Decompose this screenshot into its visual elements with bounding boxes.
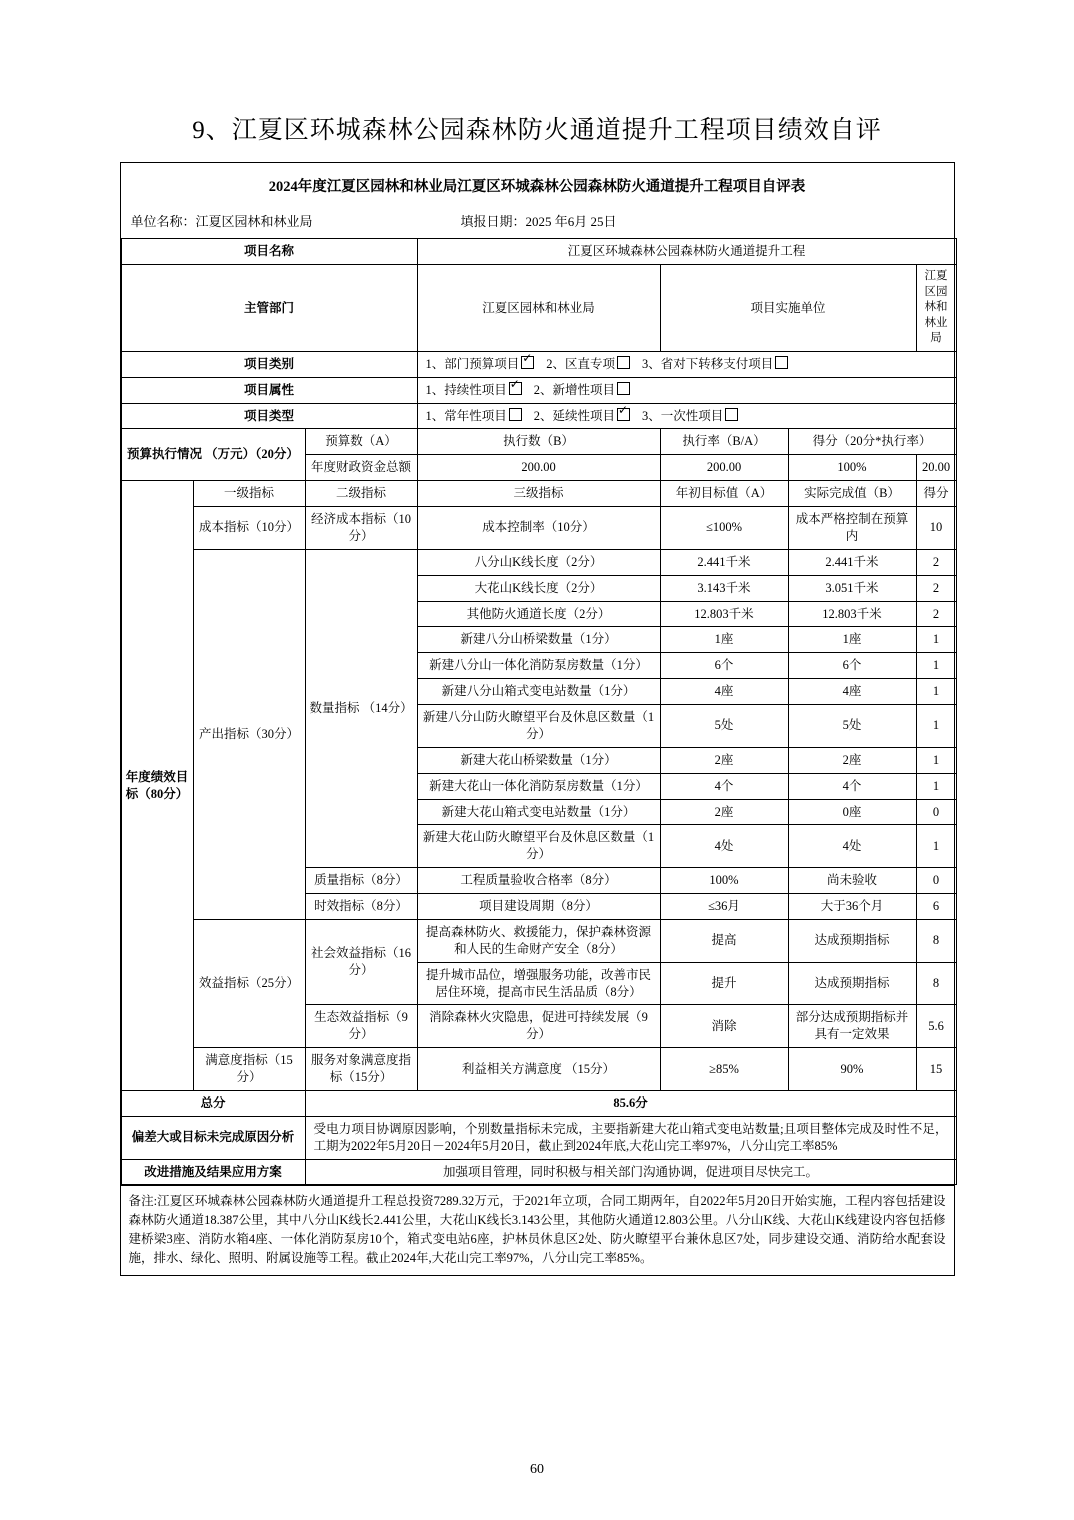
checkbox[interactable] <box>617 382 630 395</box>
indicator-target: 消除 <box>660 1005 788 1048</box>
unit-name <box>131 211 461 230</box>
budget-label: 预算执行情况 （万元）（20分） <box>121 429 305 481</box>
self-evaluation-sheet <box>120 162 955 1276</box>
main-table <box>121 238 957 1185</box>
table-row <box>121 377 956 403</box>
option-item[interactable]: 2、延续性项目 ✓ <box>534 409 632 423</box>
indicator-level1: 产出指标（30分） <box>193 549 305 919</box>
indicator-actual: 3.051千米 <box>788 575 916 601</box>
report-date <box>461 211 944 230</box>
indicator-actual: 2.441千米 <box>788 549 916 575</box>
indicator-score: 15 <box>916 1048 956 1091</box>
indicator-actual: 部分达成预期指标并具有一定效果 <box>788 1005 916 1048</box>
budget-value-rate: 100% <box>788 455 916 481</box>
table-row <box>121 507 956 550</box>
indicator-score: 1 <box>916 705 956 748</box>
indicator-level3: 其他防火通道长度（2分） <box>417 601 660 627</box>
table-row <box>121 429 956 455</box>
table-row <box>121 1048 956 1091</box>
budget-value-b: 200.00 <box>660 455 788 481</box>
indicator-target: 2座 <box>660 747 788 773</box>
budget-value-a: 200.00 <box>417 455 660 481</box>
option-item[interactable]: 2、新增性项目 <box>534 383 632 397</box>
indicator-level3: 工程质量验收合格率（8分） <box>417 868 660 894</box>
indicator-level1: 效益指标（25分） <box>193 919 305 1047</box>
indicator-score: 1 <box>916 653 956 679</box>
indicator-score: 2 <box>916 601 956 627</box>
indicator-actual: 达成预期指标 <box>788 919 916 962</box>
attribute-options <box>417 377 956 403</box>
indicator-level3: 新建八分山箱式变电站数量（1分） <box>417 679 660 705</box>
deviation-label: 偏差大或目标未完成原因分析 <box>121 1116 305 1159</box>
indicator-target: ≥85% <box>660 1048 788 1091</box>
indicator-level3: 新建大花山一体化消防泵房数量（1分） <box>417 773 660 799</box>
indicator-actual: 达成预期指标 <box>788 962 916 1005</box>
indicator-level2: 经济成本指标（10分） <box>305 507 417 550</box>
option-item[interactable]: 2、区直专项 <box>546 357 632 371</box>
table-row <box>121 403 956 429</box>
category-options <box>417 351 956 377</box>
project-name-value: 江夏区环城森林公园森林防火通道提升工程 <box>417 239 956 265</box>
project-name-label: 项目名称 <box>121 239 417 265</box>
indicator-score: 1 <box>916 747 956 773</box>
dept-value: 江夏区园林和林业局 <box>417 265 660 352</box>
budget-header-rate: 执行率（B/A） <box>660 429 788 455</box>
indicator-actual: 4座 <box>788 679 916 705</box>
indicator-actual: 成本严格控制在预算内 <box>788 507 916 550</box>
table-row <box>121 351 956 377</box>
option-item[interactable]: 3、省对下转移支付项目 <box>642 357 790 371</box>
indicator-actual: 6个 <box>788 653 916 679</box>
indicator-level2: 时效指标（8分） <box>305 894 417 920</box>
attribute-label: 项目属性 <box>121 377 417 403</box>
indicator-actual: 12.803千米 <box>788 601 916 627</box>
improve-value: 加强项目管理，同时积极与相关部门沟通协调，促进项目尽快完工。 <box>305 1159 956 1185</box>
total-value: 85.6分 <box>305 1090 956 1116</box>
indicator-level3: 利益相关方满意度 （15分） <box>417 1048 660 1091</box>
indicator-level3: 新建大花山桥梁数量（1分） <box>417 747 660 773</box>
annual-goal-spacer: 年度绩效目标（80分） <box>121 481 193 1091</box>
table-row <box>121 239 956 265</box>
indicator-level2: 生态效益指标（9分） <box>305 1005 417 1048</box>
option-item[interactable]: 1、部门预算项目 ✓ <box>426 357 537 371</box>
checkbox[interactable] <box>725 408 738 421</box>
impl-label: 项目实施单位 <box>660 265 916 352</box>
indicator-actual: 尚未验收 <box>788 868 916 894</box>
date-value: 2025 年6月 25日 <box>525 214 617 230</box>
indicator-target: ≤100% <box>660 507 788 550</box>
indicator-target: 提升 <box>660 962 788 1005</box>
header-l1: 一级指标 <box>193 481 305 507</box>
indicator-actual: 4处 <box>788 825 916 868</box>
indicator-level3: 新建大花山箱式变电站数量（1分） <box>417 799 660 825</box>
budget-header-b: 执行数（B） <box>417 429 660 455</box>
indicator-actual: 1座 <box>788 627 916 653</box>
indicator-actual: 5处 <box>788 705 916 748</box>
table-row <box>121 481 956 507</box>
indicator-actual: 大于36个月 <box>788 894 916 920</box>
indicator-target: 6个 <box>660 653 788 679</box>
indicator-score: 0 <box>916 799 956 825</box>
indicator-level3: 成本控制率（10分） <box>417 507 660 550</box>
budget-header-a: 预算数（A） <box>305 429 417 455</box>
dept-label: 主管部门 <box>121 265 417 352</box>
header-actual: 实际完成值（B） <box>788 481 916 507</box>
indicator-level3: 新建八分山桥梁数量（1分） <box>417 627 660 653</box>
indicator-level3: 提升城市品位，增强服务功能，改善市民居住环境，提高市民生活品质（8分） <box>417 962 660 1005</box>
total-label: 总分 <box>121 1090 305 1116</box>
header-score: 得分 <box>916 481 956 507</box>
indicator-target: 提高 <box>660 919 788 962</box>
header-l2: 二级指标 <box>305 481 417 507</box>
indicator-target: 4个 <box>660 773 788 799</box>
table-row <box>121 549 956 575</box>
indicator-score: 8 <box>916 962 956 1005</box>
improve-label: 改进措施及结果应用方案 <box>121 1159 305 1185</box>
type-label: 项目类型 <box>121 403 417 429</box>
indicator-level3: 新建八分山一体化消防泵房数量（1分） <box>417 653 660 679</box>
header-target: 年初目标值（A） <box>660 481 788 507</box>
checkbox[interactable] <box>521 356 534 369</box>
checkbox[interactable] <box>617 356 630 369</box>
budget-header-score: 得分（20分*执行率） <box>788 429 956 455</box>
indicator-actual: 0座 <box>788 799 916 825</box>
budget-value-score: 20.00 <box>916 455 956 481</box>
indicator-level2: 社会效益指标（16分） <box>305 919 417 1005</box>
checkbox[interactable] <box>617 408 630 421</box>
table-row <box>121 1159 956 1185</box>
indicator-score: 1 <box>916 773 956 799</box>
indicator-actual: 4个 <box>788 773 916 799</box>
header-l3: 三级指标 <box>417 481 660 507</box>
table-row <box>121 1090 956 1116</box>
indicator-level1: 成本指标（10分） <box>193 507 305 550</box>
sheet-title: 2024年度江夏区园林和林业局江夏区环城森林公园森林防火通道提升工程项目自评表 <box>268 179 806 195</box>
impl-value: 江夏区园林和林业局 <box>916 265 956 352</box>
indicator-target: ≤36月 <box>660 894 788 920</box>
page-number: 60 <box>530 1462 544 1477</box>
indicator-score: 2 <box>916 575 956 601</box>
indicator-score: 0 <box>916 868 956 894</box>
date-label: 填报日期： <box>460 214 526 230</box>
indicator-level3: 提高森林防火、救援能力，保护森林资源和人民的生命财产安全（8分） <box>417 919 660 962</box>
indicator-target: 4处 <box>660 825 788 868</box>
indicator-level3: 项目建设周期（8分） <box>417 894 660 920</box>
indicator-target: 12.803千米 <box>660 601 788 627</box>
indicator-target: 4座 <box>660 679 788 705</box>
indicator-score: 1 <box>916 627 956 653</box>
indicator-actual: 2座 <box>788 747 916 773</box>
page-title: 9、江夏区环城森林公园森林防火通道提升工程项目绩效自评 <box>192 117 882 144</box>
indicator-level2: 服务对象满意度指标（15分） <box>305 1048 417 1091</box>
indicator-target: 2座 <box>660 799 788 825</box>
table-row <box>121 919 956 962</box>
indicator-target: 3.143千米 <box>660 575 788 601</box>
indicator-score: 6 <box>916 894 956 920</box>
indicator-level3: 大花山K线长度（2分） <box>417 575 660 601</box>
table-row <box>121 265 956 352</box>
unit-value: 江夏区园林和林业局 <box>195 214 313 230</box>
indicator-level3: 新建八分山防火瞭望平台及休息区数量（1分） <box>417 705 660 748</box>
indicator-level2: 数量指标 （14分） <box>305 549 417 867</box>
indicator-score: 10 <box>916 507 956 550</box>
option-item[interactable]: 1、常年性项目 <box>426 409 524 423</box>
indicator-level2: 质量指标（8分） <box>305 868 417 894</box>
checkbox[interactable] <box>509 382 522 395</box>
deviation-value: 受电力项目协调原因影响，个别数量指标未完成，主要指新建大花山箱式变电站数量;且项目整体完成及时性不足，工期为2022年5月20日－2024年5月20日，截止到2024年底,大花山完工率97%，八分山完工率85% <box>305 1116 956 1159</box>
table-row <box>121 1116 956 1159</box>
budget-row-label: 年度财政资金总额 <box>305 455 417 481</box>
indicator-score: 5.6 <box>916 1005 956 1048</box>
category-label: 项目类别 <box>121 351 417 377</box>
indicator-level3: 八分山K线长度（2分） <box>417 549 660 575</box>
indicator-level1: 满意度指标（15分） <box>193 1048 305 1091</box>
indicator-score: 2 <box>916 549 956 575</box>
sheet-note: 备注:江夏区环城森林公园森林防火通道提升工程总投资7289.32万元，于2021年立项，合同工期两年，自2022年5月20日开始实施，工程内容包括建设森林防火通道18.387公里，其中八分山K线长2.441公里，大花山K线长3.143公里，其他防火通道12.803公里。八分山K线、大花山K线建设内容包括修建桥梁3座、消防水箱4座、一体化消防泵房10个，箱式变电站6座，护林员休息区2处、防火瞭望平台兼休息区7处，同步建设交通、消防给水配套设施，排水、绿化、照明、附属设施等工程。截止2024年,大花山完工率97%，八分山完工率85%。 <box>121 1185 954 1275</box>
indicator-target: 2.441千米 <box>660 549 788 575</box>
indicator-level3: 新建大花山防火瞭望平台及休息区数量（1分） <box>417 825 660 868</box>
indicator-target: 100% <box>660 868 788 894</box>
indicator-score: 8 <box>916 919 956 962</box>
checkbox[interactable] <box>775 356 788 369</box>
indicator-target: 1座 <box>660 627 788 653</box>
unit-label: 单位名称： <box>130 214 196 230</box>
option-item[interactable]: 3、一次性项目 <box>642 409 740 423</box>
checkbox[interactable] <box>509 408 522 421</box>
option-item[interactable]: 1、持续性项目 ✓ <box>426 383 524 397</box>
type-options <box>417 403 956 429</box>
indicator-target: 5处 <box>660 705 788 748</box>
indicator-score: 1 <box>916 825 956 868</box>
sheet-meta <box>121 209 954 238</box>
indicator-level3: 消除森林火灾隐患，促进可持续发展（9分） <box>417 1005 660 1048</box>
indicator-score: 1 <box>916 679 956 705</box>
indicator-actual: 90% <box>788 1048 916 1091</box>
